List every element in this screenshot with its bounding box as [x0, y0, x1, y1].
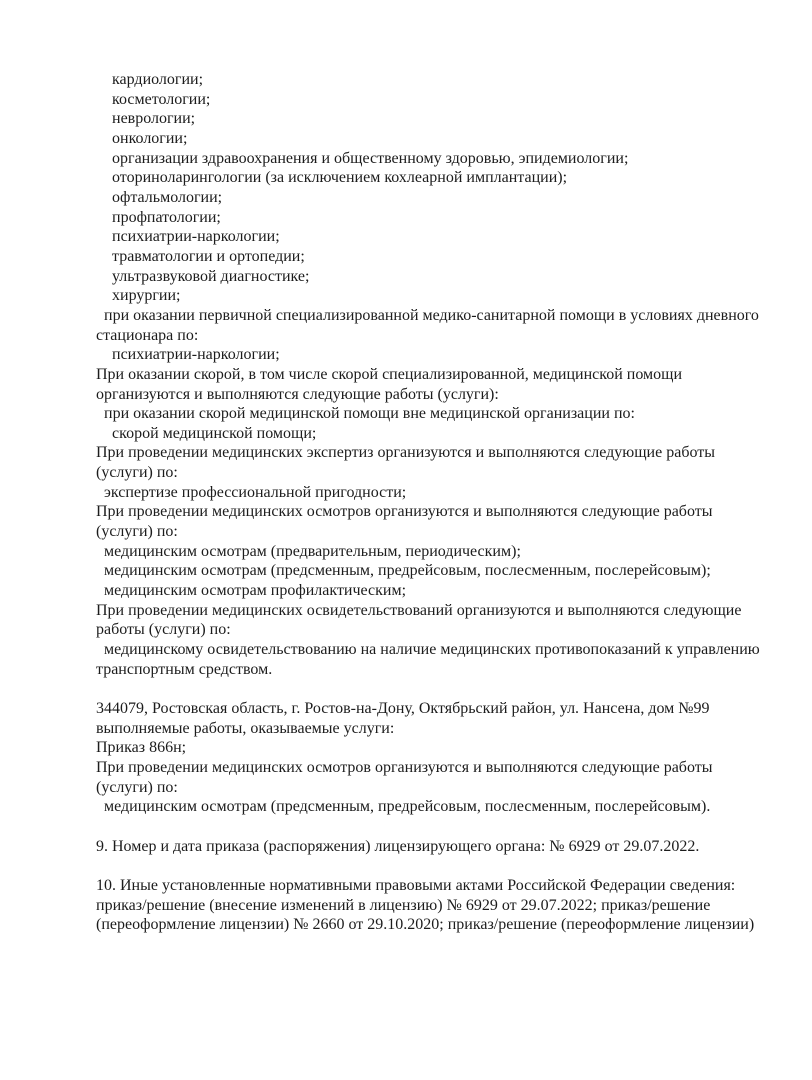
text-line: Приказ 866н; — [96, 739, 187, 757]
text-line: кардиологии; — [112, 71, 204, 88]
text-line: организации здравоохранения и общественному здоровью, эпидемиологии; — [112, 149, 629, 167]
text-line: скорой медицинской помощи; — [112, 424, 317, 442]
text-line: психиатрии-наркологии; — [112, 228, 280, 246]
text-line: неврологии; — [112, 110, 196, 128]
text-line: (услуги) по: — [96, 523, 178, 541]
text-line: приказ/решение (внесение изменений в лицензию) № 6929 от 29.07.2022; приказ/решение — [96, 896, 711, 914]
text-line: При оказании скорой, в том числе скорой специализированной, медицинской помощи — [96, 365, 683, 383]
text-line: медицинским осмотрам (предсменным, предрейсовым, послесменным, послерейсовым). — [104, 798, 711, 816]
text-line: оториноларингологии (за исключением кохлеарной имплантации); — [112, 169, 568, 187]
text-line: при оказании скорой медицинской помощи вне медицинской организации по: — [104, 405, 635, 423]
text-line: 10. Иные установленные нормативными правовыми актами Российской Федерации сведения: — [96, 876, 736, 894]
text-line: При проведении медицинских осмотров организуются и выполняются следующие работы — [96, 758, 713, 776]
text-line: офтальмологии; — [112, 188, 223, 206]
text-line: травматологии и ортопедии; — [112, 247, 305, 265]
text-line: медицинскому освидетельствованию на наличие медицинских противопоказаний к управлению — [104, 641, 760, 659]
text-line: медицинским осмотрам (предварительным, периодическим); — [104, 542, 521, 560]
blank-line — [96, 679, 812, 699]
text-line: (услуги) по: — [96, 464, 178, 482]
text-line: медицинским осмотрам (предсменным, предрейсовым, послесменным, послерейсовым); — [104, 562, 711, 580]
text-line: организуются и выполняются следующие работы (услуги): — [96, 385, 499, 403]
text-line: психиатрии-наркологии; — [112, 346, 280, 364]
text-line: При проведении медицинских экспертиз организуются и выполняются следующие работы — [96, 444, 715, 462]
text-line: (переоформление лицензии) № 2660 от 29.10.2020; приказ/решение (переоформление лицензии) — [96, 916, 755, 934]
text-line: экспертизе профессиональной пригодности; — [104, 483, 407, 501]
text-line: косметологии; — [112, 90, 211, 108]
text-line: транспортным средством. — [96, 660, 273, 678]
text-line: при оказании первичной специализированной медико-санитарной помощи в условиях дневного — [104, 306, 759, 324]
text-line: При проведении медицинских осмотров организуются и выполняются следующие работы — [96, 503, 713, 521]
text-line: выполняемые работы, оказываемые услуги: — [96, 719, 395, 737]
text-line: При проведении медицинских освидетельствований организуются и выполняются следующие — [96, 601, 742, 619]
text-line: медицинским осмотрам профилактическим; — [104, 582, 407, 600]
text-line: 9. Номер и дата приказа (распоряжения) лицензирующего органа: № 6929 от 29.07.2022. — [96, 837, 700, 855]
blank-line — [96, 817, 812, 837]
text-line: работы (услуги) по: — [96, 621, 231, 639]
text-line: онкологии; — [112, 129, 188, 147]
text-line: ультразвуковой диагностике; — [112, 267, 310, 285]
text-line: профпатологии; — [112, 208, 221, 226]
document-text-block — [96, 70, 812, 935]
text-line: (услуги) по: — [96, 778, 178, 796]
blank-line — [96, 856, 812, 876]
text-line: стационара по: — [96, 326, 199, 344]
text-line: хирургии; — [112, 287, 181, 305]
text-line: 344079, Ростовская область, г. Ростов-на-Дону, Октябрьский район, ул. Нансена, дом №99 — [96, 700, 710, 717]
